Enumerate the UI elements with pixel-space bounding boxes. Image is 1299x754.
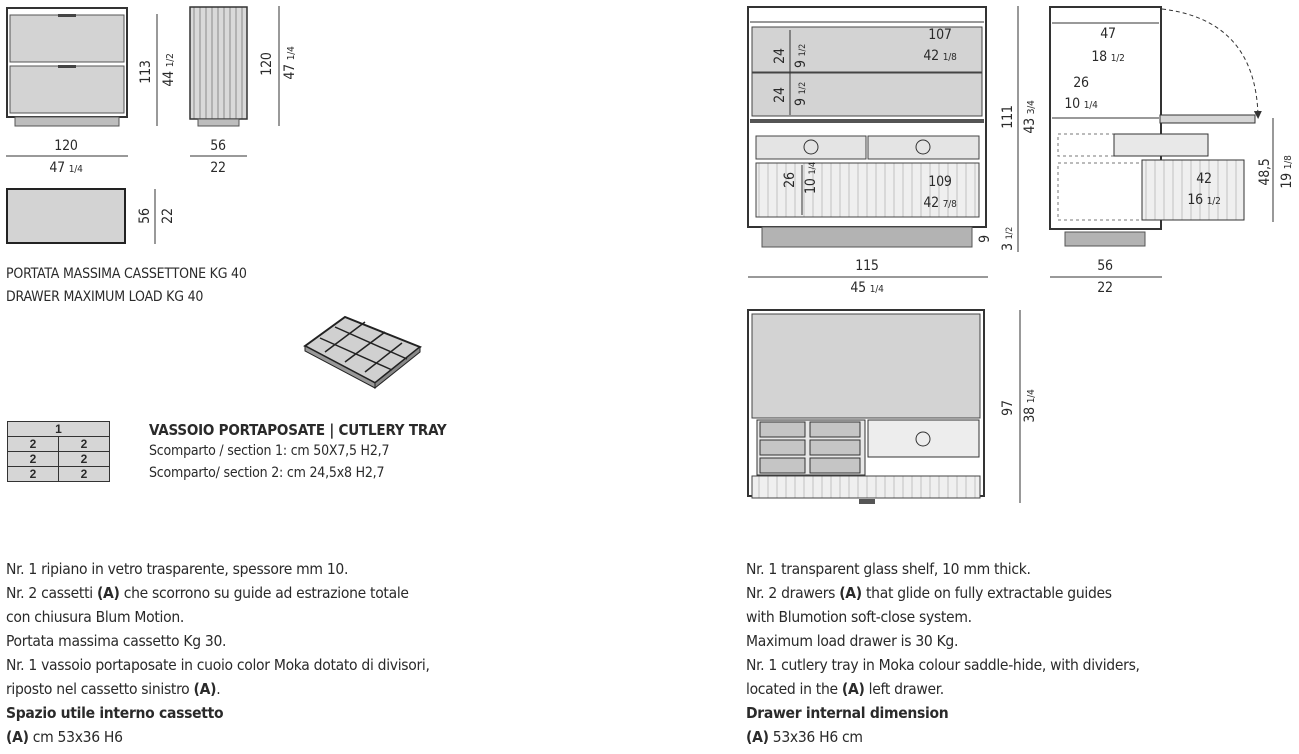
dim-drawer-height: 26 (782, 172, 798, 188)
dim-top-depth: 56 (137, 208, 153, 224)
dim-open-height-in: 38 1/4 (1022, 389, 1038, 423)
dim-side-a-in: 18 1/2 (1091, 49, 1125, 65)
description-english (746, 557, 1140, 749)
dim-total-width-in: 45 1/4 (850, 280, 884, 296)
description-italian (6, 557, 430, 749)
desc-line: Nr. 1 transparent glass shelf, 10 mm thick. (746, 560, 1031, 578)
desc-line: located in the (A) left drawer. (746, 680, 944, 698)
desc-line: Maximum load drawer is 30 Kg. (746, 632, 959, 650)
grid-cell: 2 (8, 437, 59, 452)
tray-section-2: Scomparto/ section 2: cm 24,5x8 H2,7 (149, 465, 385, 481)
dim-side-height: 120 (259, 52, 275, 76)
dim-inner-width-in: 42 1/8 (923, 48, 957, 64)
dim-total-height: 111 (1000, 105, 1016, 129)
dim-drawer-width: 109 (928, 174, 952, 190)
dim-shelf-1: 24 (772, 48, 788, 64)
dim-front-height-in: 44 1/2 (161, 53, 177, 87)
desc-line: Nr. 1 ripiano in vetro trasparente, spessore mm 10. (6, 560, 349, 578)
dim-base-in: 3 1/2 (1000, 226, 1016, 252)
dim-side-b-in: 10 1/4 (1064, 96, 1098, 112)
desc-line: con chiusura Blum Motion. (6, 608, 184, 626)
sideboard-top-view (748, 310, 1020, 504)
grid-cell: 2 (8, 452, 59, 467)
dim-side-height-in: 19 1/8 (1279, 155, 1295, 189)
desc-line: Nr. 1 cutlery tray in Moka colour saddle-hide, with dividers, (746, 656, 1140, 674)
desc-line: Nr. 1 vassoio portaposate in cuoio color Moka dotato di divisori, (6, 656, 430, 674)
cutlery-tray-illustration (305, 317, 420, 388)
dim-front-height: 113 (138, 60, 154, 84)
dim-shelf-1-in: 9 1/2 (793, 43, 809, 69)
chest-top-view (7, 189, 155, 244)
dim-base: 9 (977, 235, 993, 243)
dim-side-depth-in: 22 (210, 160, 226, 176)
desc-line: Nr. 2 cassetti (A) che scorrono su guide ad estrazione totale (6, 584, 409, 602)
dim-side-b: 26 (1073, 75, 1089, 91)
desc-line: (A) 53x36 H6 cm (746, 728, 863, 746)
max-load-it: PORTATA MASSIMA CASSETTONE KG 40 (6, 266, 247, 282)
dim-front-width: 120 (54, 138, 78, 154)
desc-line: Portata massima cassetto Kg 30. (6, 632, 227, 650)
tray-section-grid (7, 421, 110, 482)
grid-cell: 2 (59, 467, 110, 482)
chest-front-view (6, 8, 157, 156)
dim-side-depth-right-in: 22 (1097, 280, 1113, 296)
grid-cell: 2 (59, 437, 110, 452)
dim-front-width-in: 47 1/4 (49, 160, 83, 176)
dim-total-width: 115 (855, 258, 879, 274)
tray-title: VASSOIO PORTAPOSATE | CUTLERY TRAY (149, 421, 447, 439)
dim-total-height-in: 43 3/4 (1022, 100, 1038, 134)
dim-side-c-in: 16 1/2 (1187, 192, 1221, 208)
dim-top-depth-in: 22 (160, 208, 176, 224)
grid-cell: 2 (59, 452, 110, 467)
tray-section-1: Scomparto / section 1: cm 50X7,5 H2,7 (149, 443, 390, 459)
desc-line: (A) cm 53x36 H6 (6, 728, 123, 746)
desc-heading: Drawer internal dimension (746, 704, 949, 722)
dim-shelf-2-in: 9 1/2 (793, 81, 809, 107)
max-load-en: DRAWER MAXIMUM LOAD KG 40 (6, 289, 204, 305)
dim-side-height: 48,5 (1257, 158, 1273, 186)
sideboard-side-view (1050, 7, 1273, 277)
desc-line: with Blumotion soft-close system. (746, 608, 972, 626)
grid-cell-section-1: 1 (8, 422, 110, 437)
dim-drawer-width-in: 42 7/8 (923, 195, 957, 211)
grid-cell: 2 (8, 467, 59, 482)
chest-side-view (190, 6, 279, 156)
dim-open-height: 97 (1000, 400, 1016, 416)
dim-side-depth: 56 (210, 138, 226, 154)
desc-line: Nr. 2 drawers (A) that glide on fully extractable guides (746, 584, 1112, 602)
dim-side-a: 47 (1100, 26, 1116, 42)
desc-heading: Spazio utile interno cassetto (6, 704, 224, 722)
dim-side-height-in: 47 1/4 (282, 46, 298, 80)
desc-line: riposto nel cassetto sinistro (A). (6, 680, 221, 698)
dim-drawer-height-in: 10 1/4 (803, 162, 819, 194)
dim-inner-width: 107 (928, 27, 952, 43)
dim-side-c: 42 (1196, 171, 1212, 187)
dim-side-depth-right: 56 (1097, 258, 1113, 274)
dim-shelf-2: 24 (772, 87, 788, 103)
